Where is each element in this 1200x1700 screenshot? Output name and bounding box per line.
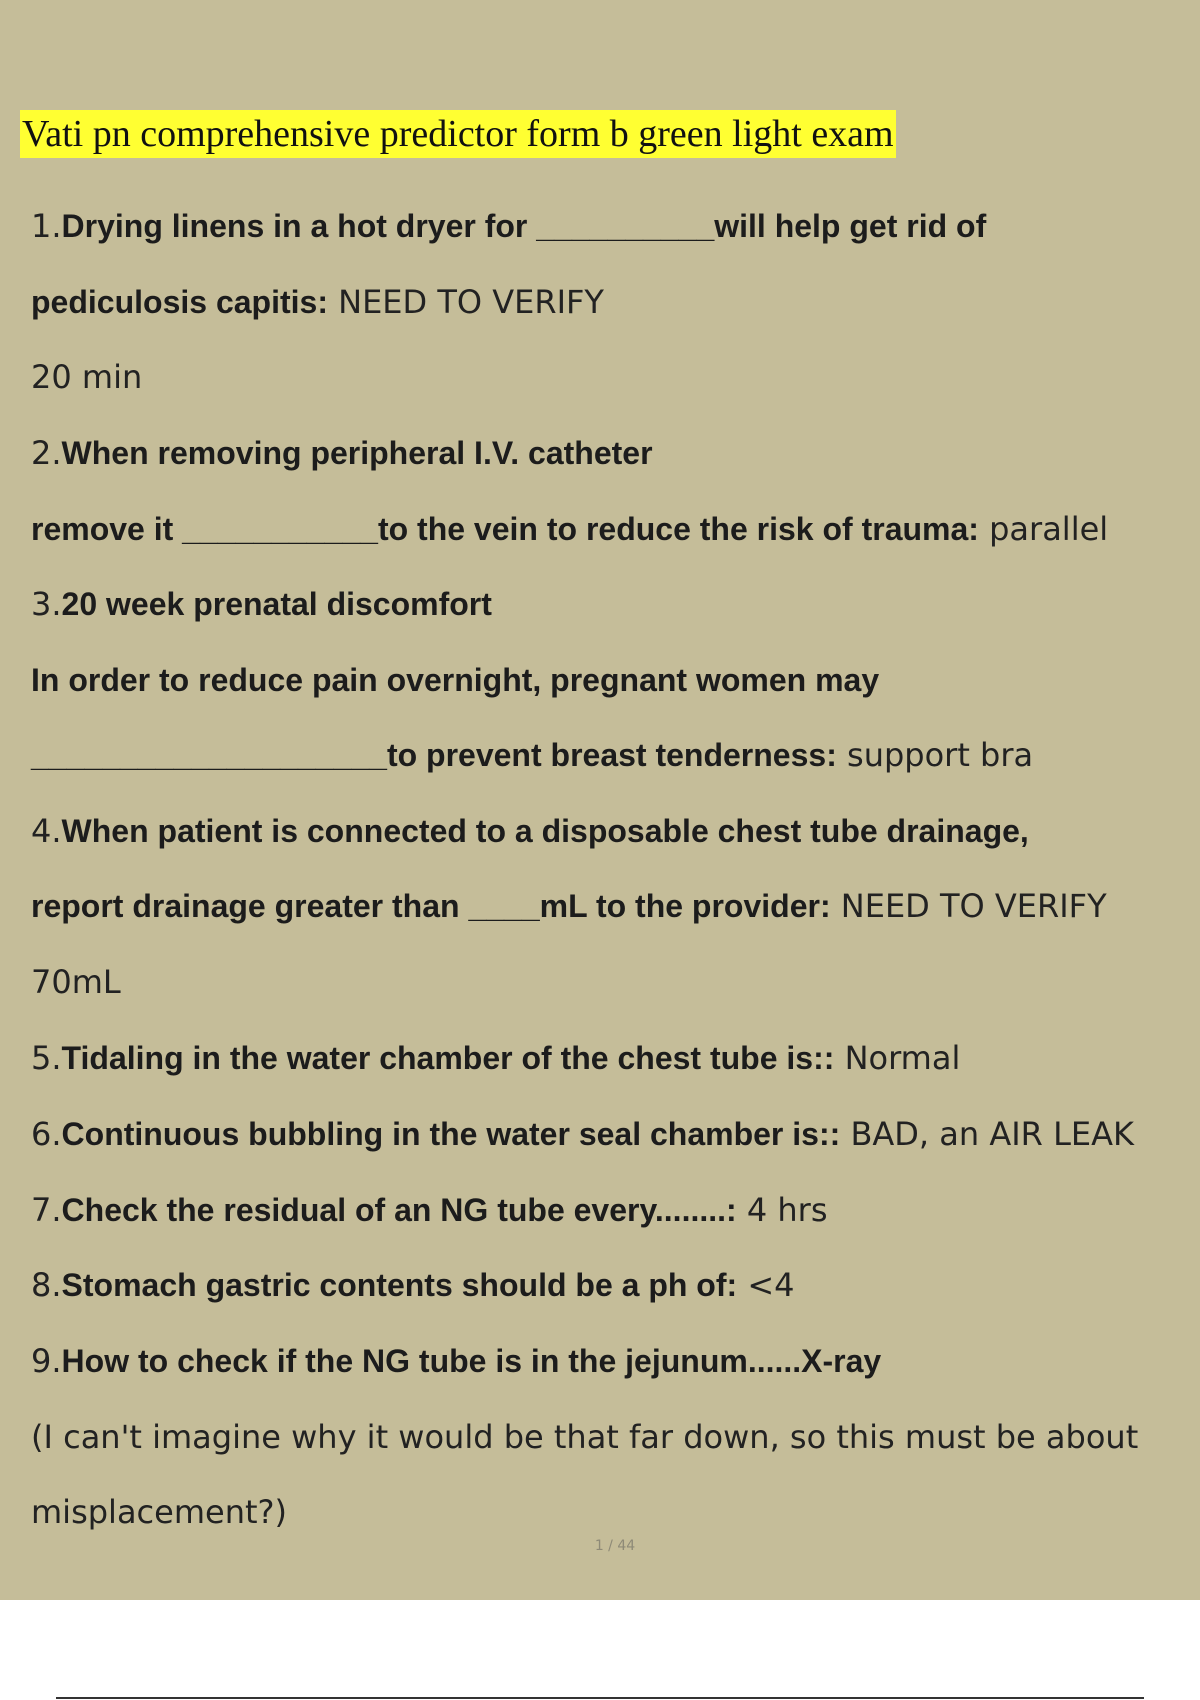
question-text: to the vein to reduce the risk of trauma: bbox=[377, 511, 979, 547]
question-9-note-line-1 bbox=[31, 1417, 1138, 1457]
question-number: 7. bbox=[31, 1191, 62, 1229]
question-text: When patient is connected to a disposable chest tube drainage, bbox=[61, 813, 1029, 849]
question-3-line-2 bbox=[31, 660, 879, 700]
question-number: 8. bbox=[31, 1266, 62, 1304]
note-text: (I can't imagine why it would be that far down, so this must be about bbox=[31, 1418, 1139, 1456]
question-text: remove it bbox=[31, 511, 183, 547]
question-text: Continuous bubbling in the water seal chamber is:: bbox=[61, 1116, 841, 1152]
question-text: Check the residual of an NG tube every........: bbox=[61, 1192, 737, 1228]
question-5 bbox=[31, 1038, 960, 1078]
question-text: Stomach gastric contents should be a ph of: bbox=[61, 1267, 738, 1303]
answer-blank: __________ bbox=[536, 208, 715, 244]
answer-blank: ____ bbox=[468, 888, 540, 924]
answer-text: parallel bbox=[978, 510, 1109, 548]
question-number: 2. bbox=[31, 434, 62, 472]
question-1-line-3 bbox=[31, 357, 142, 397]
question-text: When removing peripheral I.V. catheter bbox=[61, 435, 653, 471]
question-3-line-3 bbox=[31, 735, 1033, 775]
question-1-line-2 bbox=[31, 282, 604, 322]
question-6 bbox=[31, 1114, 1134, 1154]
question-text: 20 week prenatal discomfort bbox=[61, 586, 492, 622]
question-1-line-1 bbox=[31, 206, 986, 246]
question-number: 6. bbox=[31, 1115, 62, 1153]
question-text: In order to reduce pain overnight, pregnant women may bbox=[31, 662, 880, 698]
answer-text: NEED TO VERIFY bbox=[327, 283, 604, 321]
answer-text: 70mL bbox=[31, 963, 121, 1001]
question-number: 3. bbox=[31, 585, 62, 623]
question-text: Drying linens in a hot dryer for bbox=[61, 208, 537, 244]
question-8 bbox=[31, 1265, 795, 1305]
answer-text: <4 bbox=[737, 1266, 795, 1304]
answer-text: support bra bbox=[836, 736, 1034, 774]
answer-blank: ____________________ bbox=[31, 737, 387, 773]
page-divider bbox=[56, 1697, 1144, 1699]
question-text: mL to the provider: bbox=[539, 888, 831, 924]
question-text: report drainage greater than bbox=[31, 888, 469, 924]
question-4-line-3 bbox=[31, 962, 121, 1002]
question-text: to prevent breast tenderness: bbox=[386, 737, 837, 773]
answer-blank: ___________ bbox=[182, 511, 378, 547]
question-text: will help get rid of bbox=[714, 208, 987, 244]
question-4-line-1 bbox=[31, 811, 1029, 851]
answer-text: NEED TO VERIFY bbox=[830, 887, 1107, 925]
question-9 bbox=[31, 1341, 881, 1381]
page-indicator: 1 / 44 bbox=[594, 1538, 636, 1554]
question-number: 1. bbox=[31, 207, 62, 245]
question-9-note-line-2 bbox=[31, 1492, 287, 1532]
question-2-line-1 bbox=[31, 433, 653, 473]
question-text: How to check if the NG tube is in the jejunum......X-ray bbox=[61, 1343, 882, 1379]
question-3-line-1 bbox=[31, 584, 492, 624]
answer-text: 20 min bbox=[31, 358, 143, 396]
question-2-line-2 bbox=[31, 509, 1108, 549]
question-number: 4. bbox=[31, 812, 62, 850]
answer-text: 4 hrs bbox=[736, 1191, 828, 1229]
question-text: Tidaling in the water chamber of the chest tube is:: bbox=[61, 1040, 835, 1076]
answer-text: Normal bbox=[834, 1039, 961, 1077]
question-number: 9. bbox=[31, 1342, 62, 1380]
question-text: pediculosis capitis: bbox=[31, 284, 328, 320]
note-text: misplacement?) bbox=[31, 1493, 287, 1531]
answer-text: BAD, an AIR LEAK bbox=[840, 1115, 1134, 1153]
question-7 bbox=[31, 1190, 827, 1230]
question-4-line-2 bbox=[31, 886, 1107, 926]
question-number: 5. bbox=[31, 1039, 62, 1077]
document-title: Vati pn comprehensive predictor form b green light exam bbox=[20, 110, 896, 158]
